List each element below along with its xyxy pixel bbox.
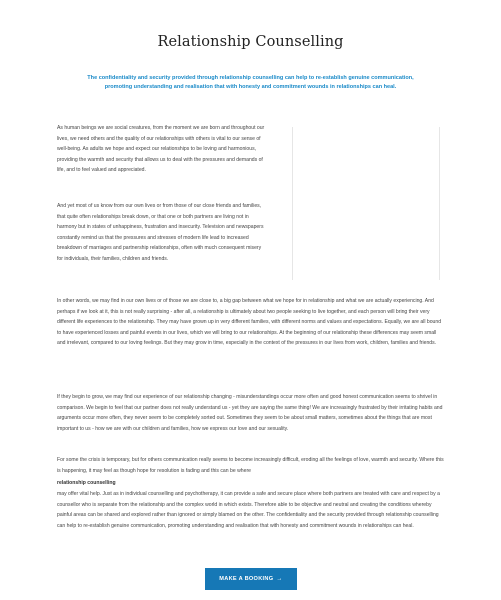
paragraph-5-body: may offer vital help. Just as in individual counselling and psychotherapy, it can provide a safe and secure place where both partners are treated with care and respect by a counsellor who is separate from the relationship and the complex world in which exists. Therefore able to be objective and neutral and creating the conditions whereby painful areas can be shared and explored rather than ignored or simply blamed on the other. The confidentiality and the security provided through relationship counselling can help to re-establish genuine communication, promoting understanding and realisation that with honesty and commitment wounds in relationships can heal. — [57, 491, 440, 529]
make-a-booking-label: MAKE A BOOKING — [219, 576, 274, 582]
make-a-booking-button[interactable] — [205, 568, 297, 590]
side-image-placeholder — [292, 127, 440, 280]
paragraph-5-intro: For some the crisis is temporary, but for others communication really seems to become increasingly difficult, eroding all the feelings of love, warmth and security. Where this is happening, it may feel as though hope for resolution is fading and this can be where — [57, 457, 444, 474]
relationship-counselling-heading: relationship counselling — [57, 480, 116, 486]
intro-text: The confidentiality and security provided through relationship counselling can help to re-establish genuine communication, promoting understanding and realisation that with honesty and commitment wounds in relationships can heal. — [87, 75, 414, 91]
paragraph-1: As human beings we are social creatures, from the moment we are born and throughout our lives, we need others and the quality of our relationships with others is vital to our sense of well-being. As adults we hope and expect our relationships to be loving and harmonious, providing the warmth and security that allows us to deal with the pressures and demands of life, and to feel valued and appreciated. — [57, 125, 265, 174]
paragraph-3: In other words, we may find in our own lives or of those we are close to, a big gap between what we hope for in relationship and what we are actually experiencing. And perhaps if we look at it, this is not really surprising - after all, a relationship is ultimately about two people seeking to live together, and each person will bring their very different life experiences to the relationship. They may have grown up in very different families, with different norms and values and expectations. Equally, we are all bound to have experienced losses and painful events in our lives, which we will bring to our relationships. At the beginning of our relationship these differences may seem small and irrelevant, compared to our loving feelings. But they may grow in time, especially in the context of the pressures in our lives from work, children, families and friends. — [57, 298, 442, 347]
paragraph-2: And yet most of us know from our own lives or from those of our close friends and families, that quite often relationships break down, or that one or both partners are living not in harmony but in states of unhappiness, frustration and insecurity. Television and newspapers constantly remind us that the pressures and stresses of modern life lead to increased breakdown of marriages and partnership relationships, often with much consequent misery for individuals, their families, children and friends. — [57, 203, 264, 262]
paragraph-4: If they begin to grow, we may find our experience of our relationship changing - misunderstandings occur more often and good honest communication seems to shrivel in comparison. We begin to feel that our partner does not really understand us - yet they are saying the same thing! We are increasingly frustrated by their irritating habits and arguments occur more often, they never seem to be completely sorted out. Sometimes they seem to be about small matters, sometimes about the things that are most important to us - how we are with our children and families, how we express our love and our sexuality. — [57, 394, 443, 432]
arrow-right-icon: → — [276, 576, 283, 582]
page-title: Relationship Counselling — [157, 34, 344, 50]
